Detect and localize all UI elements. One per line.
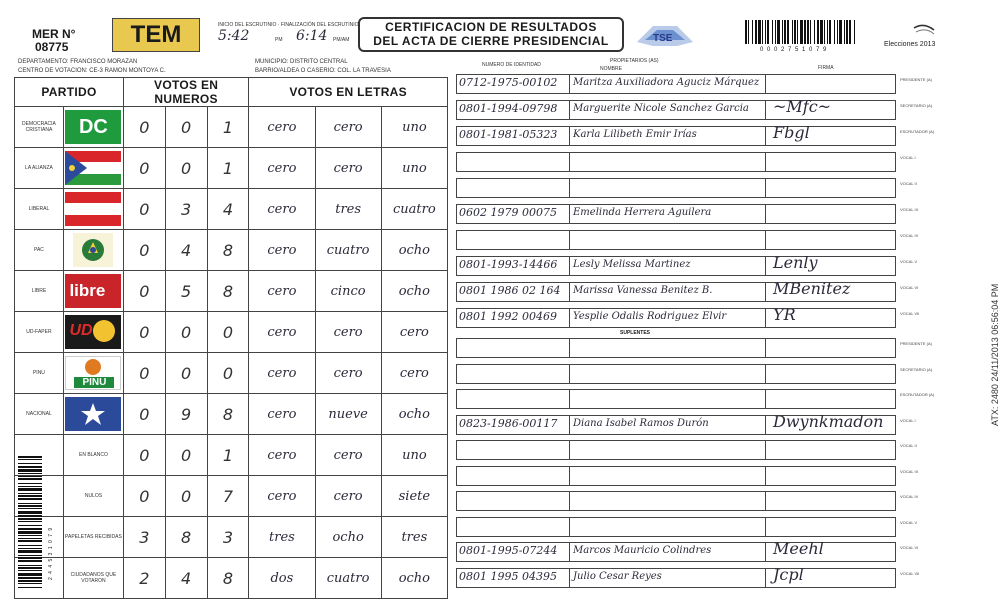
barcode-icon	[18, 456, 42, 588]
vote-word: cero	[249, 271, 315, 312]
member-role-label: VOCAL II	[900, 443, 917, 448]
vote-digit: 1	[207, 107, 249, 148]
am-pm-label: PM	[275, 37, 283, 43]
member-name: Emelinda Herrera Aguilera	[573, 207, 712, 218]
vote-word: ocho	[381, 394, 447, 435]
vote-word: ocho	[381, 558, 447, 599]
member-signature: Meehl	[773, 539, 824, 558]
barcode-icon	[745, 20, 855, 44]
party-row	[15, 271, 448, 312]
vote-digit: 8	[207, 271, 249, 312]
vote-word: cero	[315, 107, 381, 148]
vote-digit: 0	[124, 107, 166, 148]
ud-logo-icon: UD	[65, 315, 121, 349]
barrio-field: BARRIO/ALDEA O CASERIO: COL. LA TRAVESIA	[255, 68, 391, 74]
member-role-label: PRESIDENTE (A)	[900, 77, 933, 82]
vote-digit: 0	[124, 476, 166, 517]
pac-logo-icon	[65, 233, 121, 267]
member-identity: 0801-1994-09798	[459, 102, 558, 115]
vote-digit: 1	[207, 435, 249, 476]
mer-number: 08775	[35, 40, 69, 54]
summary-row	[15, 435, 448, 476]
party-name: DEMOCRACIA CRISTIANA	[15, 107, 64, 148]
centro-votacion-field: CENTRO DE VOTACION: CE-3 RAMON MONTOYA C.	[18, 68, 166, 74]
vote-digit: 4	[165, 230, 207, 271]
member-role-label: PRESIDENTE (A)	[900, 341, 933, 346]
member-signature: Jcpl	[773, 564, 804, 584]
summary-name: PAPELETAS RECIBIDAS	[63, 517, 123, 558]
vote-digit: 4	[207, 189, 249, 230]
start-time: 5:42	[218, 28, 250, 44]
member-row	[456, 466, 896, 486]
member-role-label: ESCRUTADOR (A)	[900, 129, 935, 134]
transmission-stamp: ATX: 2480 24/11/2013 06:56:04 PM	[990, 283, 1000, 426]
member-role-label: VOCAL VII	[900, 570, 920, 576]
vote-word: cero	[315, 353, 381, 394]
member-role-label: VOCAL VI	[900, 285, 919, 290]
municipio-field: MUNICIPIO: DISTRITO CENTRAL	[255, 59, 348, 65]
vote-digit: 8	[207, 558, 249, 599]
vote-word: cinco	[315, 271, 381, 312]
vote-digit: 3	[207, 517, 249, 558]
member-row	[456, 539, 896, 562]
party-name: LA ALIANZA	[15, 148, 64, 189]
member-row	[456, 253, 896, 276]
tem-badge: TEM	[112, 18, 200, 52]
liberal-flag-icon	[65, 192, 121, 226]
vote-digit: 1	[207, 148, 249, 189]
member-row	[456, 230, 896, 250]
member-signature: YR	[773, 305, 796, 324]
results-table	[14, 77, 448, 599]
party-logo-cell	[63, 312, 123, 353]
member-row	[456, 338, 896, 358]
tse-logo-text: TSE	[653, 33, 673, 44]
member-role-label: VOCAL I	[900, 417, 916, 423]
member-signature: Dwynkmadon	[773, 411, 884, 431]
member-name: Karla Lilibeth Emir Irías	[573, 129, 697, 140]
vote-digit: 0	[165, 107, 207, 148]
party-logo-cell	[63, 271, 123, 312]
vote-digit: 8	[207, 230, 249, 271]
vote-word: tres	[315, 189, 381, 230]
party-row	[15, 394, 448, 435]
member-row	[456, 74, 896, 94]
title-line-2: DEL ACTA DE CIERRE PRESIDENCIAL	[373, 34, 609, 48]
party-logo-cell	[63, 353, 123, 394]
party-name: UD-FAPER	[15, 312, 64, 353]
vote-word: cero	[249, 312, 315, 353]
member-name: Marissa Vanessa Benitez B.	[573, 285, 713, 296]
vote-word: cero	[381, 312, 447, 353]
summary-name: CIUDADANOS QUE VOTARON	[63, 558, 123, 599]
vote-digit: 3	[165, 189, 207, 230]
member-row	[456, 97, 896, 120]
col-numeros-header: VOTOS EN NUMEROS	[124, 78, 249, 107]
summary-name: NULOS	[63, 476, 123, 517]
member-role-label: VOCAL VII	[900, 311, 920, 316]
propietarios-header: PROPIETARIOS (AS)	[610, 58, 659, 64]
member-row	[456, 204, 896, 224]
member-row	[456, 440, 896, 460]
vote-digit: 0	[124, 394, 166, 435]
party-logo-cell	[63, 230, 123, 271]
vote-digit: 4	[165, 558, 207, 599]
document-title	[358, 17, 624, 52]
vote-digit: 0	[124, 230, 166, 271]
party-logo-cell	[63, 189, 123, 230]
member-row	[456, 279, 896, 302]
title-line-1: CERTIFICACION DE RESULTADOS	[385, 20, 597, 34]
member-role-label: SECRETARIO (A)	[900, 366, 933, 372]
vote-digit: 9	[165, 394, 207, 435]
member-identity: 0801-1981-05323	[459, 128, 558, 141]
party-row	[15, 353, 448, 394]
vote-word: cuatro	[315, 558, 381, 599]
vote-digit: 0	[124, 353, 166, 394]
vote-word: cero	[315, 476, 381, 517]
member-row	[456, 305, 896, 328]
summary-row	[15, 476, 448, 517]
member-role-label: VOCAL III	[900, 468, 918, 474]
member-row	[456, 411, 896, 435]
vote-digit: 0	[124, 189, 166, 230]
member-identity: 0801-1995-07244	[459, 544, 558, 557]
member-signature: Fbgl	[773, 123, 810, 142]
elecciones-logo-icon	[884, 22, 936, 50]
vote-digit: 0	[124, 435, 166, 476]
vote-digit: 0	[124, 271, 166, 312]
col-partido-header: PARTIDO	[15, 78, 124, 107]
departamento-field: DEPARTAMENTO: FRANCISCO MORAZAN	[18, 59, 138, 65]
member-role-label: VOCAL II	[900, 181, 917, 186]
summary-row	[15, 558, 448, 599]
member-role-label: VOCAL I	[900, 155, 916, 160]
vote-word: cero	[249, 230, 315, 271]
member-row	[456, 178, 896, 198]
vote-digit: 8	[207, 394, 249, 435]
am-pm-label: PM/AM	[333, 37, 350, 43]
party-name: PAC	[15, 230, 64, 271]
vote-word: ocho	[381, 271, 447, 312]
vote-word: cero	[249, 189, 315, 230]
vote-digit: 0	[165, 353, 207, 394]
vote-digit: 0	[165, 476, 207, 517]
vote-word: cero	[249, 435, 315, 476]
vote-word: siete	[381, 476, 447, 517]
vote-digit: 0	[165, 435, 207, 476]
summary-row	[15, 517, 448, 558]
party-logo-cell	[63, 394, 123, 435]
vote-word: uno	[381, 148, 447, 189]
party-row	[15, 107, 448, 148]
vote-word: ocho	[381, 230, 447, 271]
party-name: LIBERAL	[15, 189, 64, 230]
member-row	[456, 123, 896, 146]
member-identity: 0823-1986-00117	[459, 416, 558, 430]
escrutinio-time-label: INICIO DEL ESCRUTINIO · FINALIZACIÓN DEL ESCRUTINIO	[218, 22, 359, 28]
tse-logo-icon	[633, 22, 697, 50]
member-role-label: VOCAL IV	[900, 494, 919, 499]
vote-word: ocho	[315, 517, 381, 558]
end-time: 6:14	[296, 28, 328, 44]
member-row	[456, 364, 896, 384]
firma-label: FIRMA	[818, 65, 834, 71]
vote-digit: 3	[124, 517, 166, 558]
vote-digit: 0	[124, 148, 166, 189]
member-name: Maritza Auxiliadora Aguciz Márquez	[573, 77, 760, 88]
vote-word: cero	[249, 107, 315, 148]
member-signature: ~Mfc~	[773, 97, 832, 116]
vote-digit: 8	[165, 517, 207, 558]
member-identity: 0801 1986 02 164	[459, 284, 561, 297]
summary-name: EN BLANCO	[63, 435, 123, 476]
member-role-label: SECRETARIO (A)	[900, 103, 933, 108]
member-identity: 0602 1979 00075	[459, 206, 557, 219]
party-row	[15, 230, 448, 271]
vote-digit: 5	[165, 271, 207, 312]
vote-digit: 0	[207, 353, 249, 394]
mer-label: MER N°	[32, 27, 76, 41]
col-letras-header: VOTOS EN LETRAS	[249, 78, 448, 107]
vote-word: cero	[249, 353, 315, 394]
member-role-label: ESCRUTADOR (A)	[900, 392, 935, 397]
member-name: Julio Cesar Reyes	[573, 570, 662, 582]
vote-word: cuatro	[381, 189, 447, 230]
vote-word: cero	[381, 353, 447, 394]
member-role-label: VOCAL III	[900, 207, 918, 212]
vote-digit: 0	[165, 148, 207, 189]
member-identity: 0801-1993-14466	[459, 258, 558, 271]
member-role-label: VOCAL V	[900, 259, 918, 264]
member-name: Marguerite Nicole Sanchez Garcia	[573, 103, 749, 114]
table-header-row	[15, 78, 448, 107]
member-signature: Lenly	[773, 253, 818, 272]
party-row	[15, 189, 448, 230]
vote-digit: 0	[207, 312, 249, 353]
elecciones-logo-text: Elecciones 2013	[884, 41, 936, 48]
vote-word: uno	[381, 107, 447, 148]
vote-digit: 0	[165, 312, 207, 353]
member-row	[456, 564, 896, 588]
barcode-number: 0 0 0 2 7 5 1 0 7 9	[760, 47, 828, 53]
vote-word: cuatro	[315, 230, 381, 271]
party-name: LIBRE	[15, 271, 64, 312]
libre-logo-icon: libre	[65, 274, 121, 308]
member-signature: MBenitez	[773, 279, 851, 298]
dc-logo-icon: DC	[65, 110, 121, 144]
member-name: Yesplie Odalis Rodriguez Elvir	[573, 311, 727, 322]
member-name: Marcos Mauricio Colindres	[573, 545, 712, 556]
vote-digit: 7	[207, 476, 249, 517]
member-name: Diana Isabel Ramos Durón	[573, 417, 709, 429]
member-identity: 0801 1995 04395	[459, 569, 557, 583]
party-row	[15, 148, 448, 189]
vote-word: cero	[315, 148, 381, 189]
alianza-flag-icon	[65, 151, 121, 185]
member-role-label: VOCAL VI	[900, 545, 919, 550]
suplentes-label: SUPLENTES	[620, 330, 651, 336]
vote-word: nueve	[315, 394, 381, 435]
nombre-header: NOMBRE	[600, 66, 622, 72]
member-role-label: VOCAL V	[900, 519, 918, 525]
member-identity: 0712-1975-00102	[459, 76, 558, 89]
member-identity: 0801 1992 00469	[459, 310, 557, 323]
vote-word: dos	[249, 558, 315, 599]
identidad-header: NUMERO DE IDENTIDAD	[482, 62, 541, 68]
party-name: NACIONAL	[15, 394, 64, 435]
vote-word: cero	[249, 394, 315, 435]
vote-word: tres	[381, 517, 447, 558]
left-barcode-number: 2 4 4 5 3 1 0 7 9	[48, 526, 54, 580]
vote-word: cero	[249, 148, 315, 189]
pinu-logo-icon: PINU	[65, 356, 121, 390]
member-row	[456, 389, 896, 409]
member-name: Lesly Melissa Martinez	[573, 259, 691, 270]
vote-word: uno	[381, 435, 447, 476]
vote-digit: 2	[124, 558, 166, 599]
party-name: PINU	[15, 353, 64, 394]
party-logo-cell	[63, 107, 123, 148]
vote-digit: 0	[124, 312, 166, 353]
member-role-label: VOCAL IV	[900, 233, 919, 238]
member-row	[456, 491, 896, 511]
vote-word: cero	[315, 435, 381, 476]
nacional-flag-icon	[65, 397, 121, 431]
party-row	[15, 312, 448, 353]
vote-word: cero	[249, 476, 315, 517]
vote-word: cero	[315, 312, 381, 353]
vote-word: tres	[249, 517, 315, 558]
member-row	[456, 517, 896, 537]
member-row	[456, 152, 896, 172]
party-logo-cell	[63, 148, 123, 189]
